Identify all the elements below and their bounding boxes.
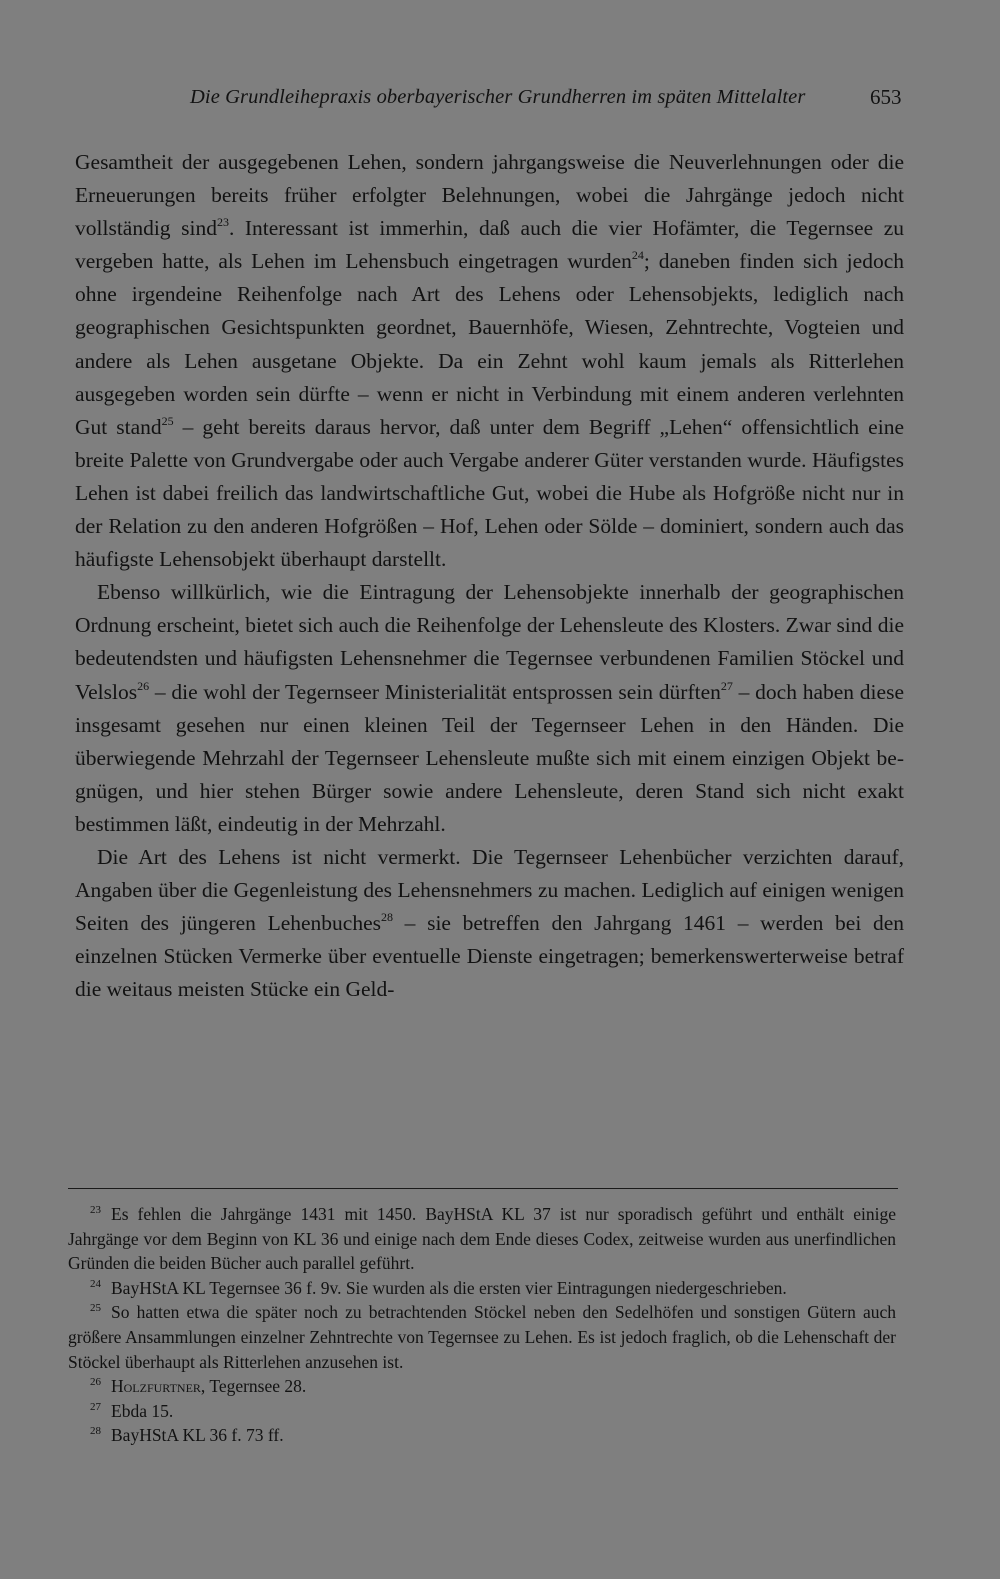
footnote-23 <box>68 1202 896 1276</box>
paragraph-1-text-d: – geht bereits daraus hervor, daß unter dem Begriff „Lehen“ offensichtlich eine breite Palette von Grundvergabe oder auch Vergabe anderer Güter verstanden wurde. Häufigstes Lehen ist dabei freilich das landwirtschaftliche Gut, wobei die Hube als Hofgröße nicht nur in der Relation zu den anderen Hofgrößen – Hof, Lehen oder Sölde – dominiert, sondern auch das häufigste Lehensobjekt überhaupt darstellt. <box>75 414 904 572</box>
footnote-26 <box>68 1374 896 1399</box>
footnote-text: Ebda 15. <box>111 1400 174 1421</box>
footnote-24 <box>68 1276 896 1301</box>
footnote-text: So hatten etwa die später noch zu betrachtenden Stöckel neben den Sedelhöfen und sonstigen Gütern auch größere Ansammlungen einzelner Zehntrechte von Tegernsee zu Lehen. Es ist jedoch fraglich, ob die Lehenschaft der Stöckel überhaupt als Ritterlehen anzusehen ist. <box>68 1302 896 1372</box>
main-text <box>75 146 904 1006</box>
paragraph-1-text-a: Gesamtheit der ausgegebenen Lehen, sondern jahrgangsweise die Neuverlehnungen oder die Erneuerungen bereits früher erfolgter Belehnungen, wobei die Jahrgänge jedoch nicht vollständig sind <box>75 150 904 241</box>
paragraph-3 <box>75 841 904 1006</box>
footnote-text: Es fehlen die Jahrgänge 1431 mit 1450. BayHStA KL 37 ist nur sporadisch geführt und enthält einige Jahrgänge vor dem Beginn von KL 36 und einige nach dem Ende dieses Codex, zeitweise wurden aus unerfindlichen Gründen die beiden Bücher auch parallel geführt. <box>68 1204 896 1274</box>
footnote-number: 27 <box>90 1400 101 1413</box>
footnote-number: 24 <box>90 1277 101 1290</box>
footnote-author: Holzfurtner <box>111 1376 201 1397</box>
footnote-ref-27[interactable]: 27 <box>720 678 733 693</box>
paragraph-2-text-a: Ebenso willkürlich, wie die Eintragung der Lehensobjekte innerhalb der geographischen Ordnung erscheint, bietet sich auch die Reihenfolge der Lehensleute des Klosters. Zwar sind die bedeutendsten und häufigsten Lehensnehmer die Tegernsee verbundenen Familien Stöckel und Velslos <box>75 580 904 704</box>
paragraph-2 <box>75 576 904 841</box>
footnote-number: 26 <box>90 1376 101 1389</box>
footnote-28 <box>68 1423 896 1448</box>
footnote-number: 28 <box>90 1425 101 1438</box>
footnote-number: 25 <box>90 1302 101 1315</box>
footnote-ref-23[interactable]: 23 <box>216 215 229 230</box>
footnote-text: BayHStA KL Tegernsee 36 f. 9v. Sie wurden als die ersten vier Eintragungen niedergeschrieben. <box>111 1277 787 1298</box>
footnote-ref-26[interactable]: 26 <box>137 678 150 693</box>
paragraph-2-text-b: – die wohl der Tegernseer Ministerialität entsprossen sein dürften <box>149 679 721 704</box>
paragraph-1-text-b: . Interessant ist immerhin, daß auch die vier Hofämter, die Tegernsee zu vergeben hatte, als Lehen im Lehensbuch eingetragen wurden <box>75 216 904 274</box>
footnote-text: , Tegernsee 28. <box>200 1376 307 1397</box>
footnote-25 <box>68 1300 896 1374</box>
footnote-separator <box>68 1188 898 1189</box>
footnote-number: 23 <box>90 1204 101 1216</box>
footnote-ref-28[interactable]: 28 <box>381 910 394 925</box>
page-number: 653 <box>870 85 902 109</box>
paragraph-2-text-c: – doch haben diese insgesamt gesehen nur einen kleinen Teil der Tegernseer Lehen in den Händen. Die überwiegende Mehrzahl der Tegernseer Lehensleute mußte sich mit einem einzigen Objekt begnügen, und hier stehen Bürger sowie andere Lehensleute, deren Stand sich nicht exakt bestimmen läßt, eindeutig in der Mehrzahl. <box>75 679 904 836</box>
running-title: Die Grundleihepraxis oberbayerischer Grundherren im späten Mittelalter <box>190 86 806 108</box>
footnote-text: BayHStA KL 36 f. 73 ff. <box>111 1425 284 1446</box>
paragraph-1-text-c: ; daneben finden sich jedoch ohne irgendeine Reihenfolge nach Art des Lehens oder Lehensobjekts, lediglich nach geographischen Gesichtspunkten geordnet, Bauernhöfe, Wiesen, Zehntrechte, Vogteien und andere als Lehen ausgetane Objekte. Da ein Zehnt wohl kaum jemals als Ritterlehen ausgegeben worden sein dürfte – wenn er nicht in Verbindung mit einem anderen verlehnten Gut stand <box>75 249 904 439</box>
footnotes <box>68 1202 896 1448</box>
paragraph-3-text-a: Die Art des Lehens ist nicht vermerkt. Die Tegernseer Lehenbücher verzichten darauf, Angaben über die Gegenleistung des Lehensnehmers zu machen. Lediglich auf einigen wenigen Seiten des jüngeren Lehenbuches <box>75 844 904 936</box>
footnote-27 <box>68 1399 896 1424</box>
footnote-ref-25[interactable]: 25 <box>161 413 174 428</box>
paragraph-3-text-b: – sie betreffen den Jahrgang 1461 – werden bei den einzelnen Stücken Vermerke über eventuelle Dienste eingetragen; bemerkenswerterweise betraf die weitaus meisten Stücke ein Geld- <box>75 911 904 1002</box>
footnote-ref-24[interactable]: 24 <box>631 248 644 263</box>
paragraph-1 <box>75 146 904 576</box>
